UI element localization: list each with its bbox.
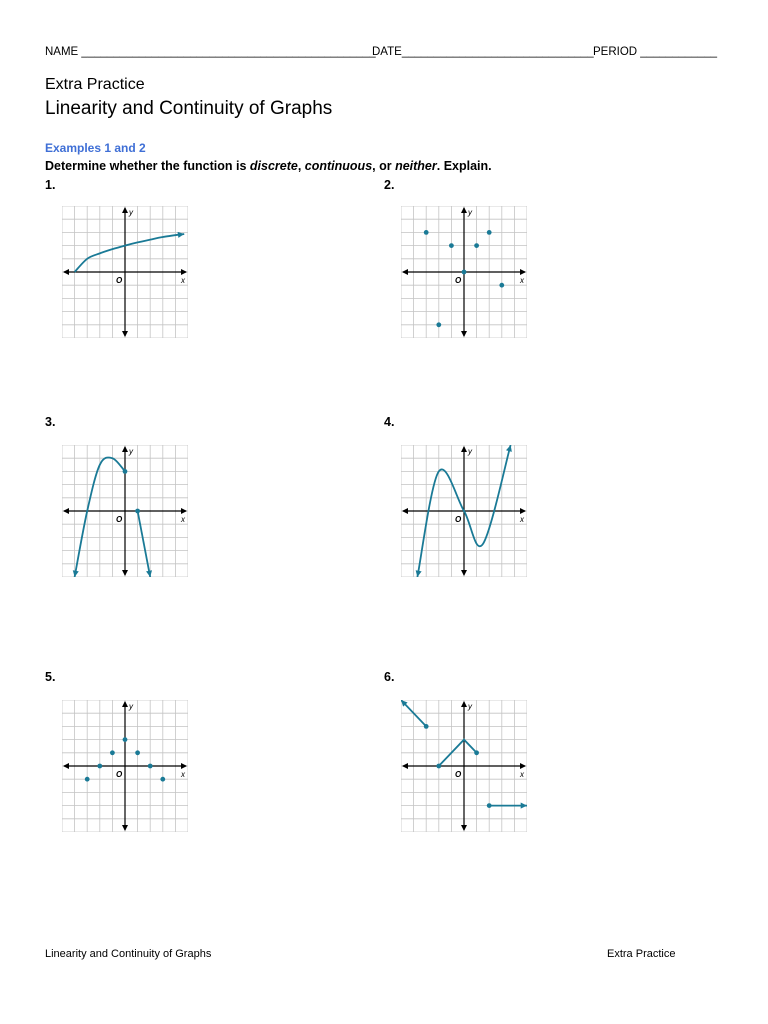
problem-number: 3. [45,415,56,429]
instruction-discrete: discrete [249,159,298,173]
coordinate-grid [62,206,188,338]
origin-label: O [455,276,462,285]
graph-problem-3 [62,445,188,577]
instruction-sep: , [297,159,305,173]
axis-arrowhead [122,331,128,337]
y-axis-label: y [129,208,133,217]
axis-arrowhead [122,825,128,831]
data-point [110,750,115,755]
axis-arrowhead [181,508,187,514]
axis-arrowhead [63,763,69,769]
x-axis-label: x [520,515,524,524]
y-axis-label: y [129,702,133,711]
function-curve [75,234,185,272]
origin-label: O [116,515,123,524]
axis-arrowhead [181,269,187,275]
instruction-pre: Determine whether the function is [45,159,250,173]
coordinate-grid [401,206,527,338]
graph-problem-4 [401,445,527,577]
name-field-label: NAME ______________________________________________ [45,46,376,58]
origin-label: O [455,515,462,524]
axis-arrowhead [461,701,467,707]
graph-problem-2 [401,206,527,338]
y-axis-label: y [468,447,472,456]
data-point [148,764,153,769]
axis-arrowhead [461,825,467,831]
data-point [135,750,140,755]
axis-arrowhead [461,207,467,213]
axis-arrowhead [63,508,69,514]
instruction-text [45,159,492,173]
data-point [160,777,165,782]
axis-arrowhead [461,570,467,576]
y-axis-label: y [468,208,472,217]
axis-arrowhead [122,701,128,707]
instruction-post: . Explain. [436,159,492,173]
y-axis-label: y [129,447,133,456]
x-axis-label: x [181,515,185,524]
worksheet-title: Linearity and Continuity of Graphs [45,98,333,119]
data-point [97,764,102,769]
coordinate-grid [62,445,188,577]
axis-arrowhead [461,331,467,337]
x-axis-label: x [181,770,185,779]
axis-arrowhead [520,269,526,275]
instruction-neither: neither [395,159,437,173]
axis-arrowhead [181,763,187,769]
instruction-sep: , or [372,159,396,173]
arrowhead [73,570,79,577]
axis-arrowhead [402,269,408,275]
data-point [436,764,441,769]
axis-arrowhead [402,763,408,769]
data-point [135,509,140,514]
arrowhead [416,570,422,577]
x-axis-label: x [520,770,524,779]
data-point [487,230,492,235]
graph-problem-5 [62,700,188,832]
axis-arrowhead [122,446,128,452]
data-point [436,322,441,327]
instruction-continuous: continuous [304,159,373,173]
function-segment [138,511,151,577]
coordinate-grid [401,700,527,832]
data-point [449,243,454,248]
axis-arrowhead [122,207,128,213]
origin-label: O [116,770,123,779]
problem-number: 2. [384,178,395,192]
data-point [474,750,479,755]
axis-arrowhead [520,508,526,514]
axis-arrowhead [402,508,408,514]
footer-left: Linearity and Continuity of Graphs [45,948,212,960]
footer-right: Extra Practice [607,948,676,960]
data-point [462,270,467,275]
data-point [499,283,504,288]
axis-arrowhead [461,446,467,452]
arrowhead [521,803,527,809]
data-point [123,737,128,742]
axis-arrowhead [520,763,526,769]
period-field-label: PERIOD ____________ [593,46,718,58]
origin-label: O [455,770,462,779]
data-point [424,230,429,235]
data-point [487,803,492,808]
worksheet-kicker: Extra Practice [45,76,145,93]
problem-number: 6. [384,670,395,684]
data-point [424,724,429,729]
data-point [123,469,128,474]
problem-number: 5. [45,670,56,684]
arrowhead [146,570,152,577]
data-point [474,243,479,248]
y-axis-label: y [468,702,472,711]
axis-arrowhead [63,269,69,275]
coordinate-grid [62,700,188,832]
examples-heading: Examples 1 and 2 [45,141,146,155]
graph-problem-6 [401,700,527,832]
problem-number: 4. [384,415,395,429]
axis-arrowhead [122,570,128,576]
data-point [85,777,90,782]
x-axis-label: x [181,276,185,285]
origin-label: O [116,276,123,285]
graph-problem-1 [62,206,188,338]
x-axis-label: x [520,276,524,285]
date-field-label: DATE______________________________ [372,46,594,58]
coordinate-grid [401,445,527,577]
problem-number: 1. [45,178,56,192]
